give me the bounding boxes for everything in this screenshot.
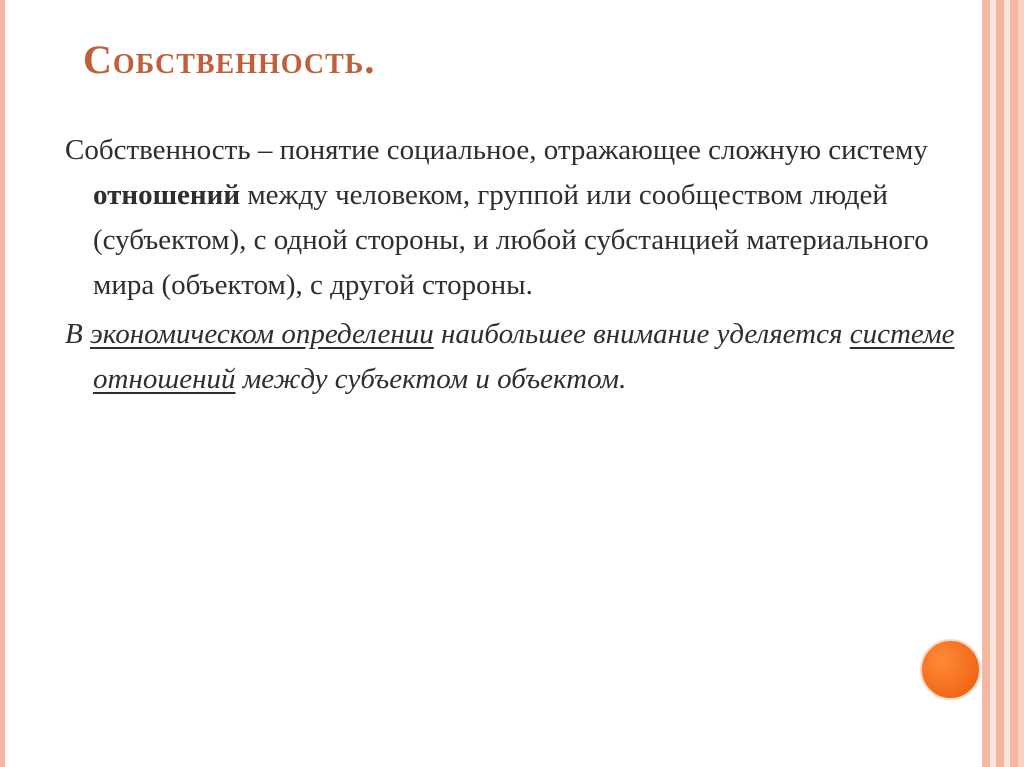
paragraph-2-underlined-term-2: системе отношений xyxy=(93,318,955,395)
slide-title: Собственность. xyxy=(83,37,376,82)
slide-body xyxy=(65,128,965,402)
paragraph-1-bold-term: отношений xyxy=(93,179,241,211)
stripe xyxy=(996,0,1004,767)
paragraph-2-part-2: наибольшее внимание уделяется xyxy=(433,318,850,350)
right-stripes xyxy=(982,0,1024,767)
stripe xyxy=(1018,0,1024,767)
stripe xyxy=(1010,0,1018,767)
paragraph-1-part-2: между человеком, группой или сообществом людей (субъектом), с одной стороны, и любой субстанцией материального мира (объектом), с другой стороны. xyxy=(93,179,929,301)
paragraph-2-underlined-term-1: экономическом определении xyxy=(89,318,434,350)
stripe xyxy=(982,0,990,767)
decorative-circle xyxy=(920,639,981,700)
paragraph-definition xyxy=(65,128,965,308)
paragraph-economic xyxy=(65,312,965,402)
slide xyxy=(5,0,982,767)
paragraph-2-part-3: между субъектом и объектом. xyxy=(235,363,627,395)
paragraph-1-part-1: Собственность – понятие социальное, отражающее сложную систему xyxy=(65,134,928,166)
paragraph-2-part-1: В xyxy=(65,318,90,350)
